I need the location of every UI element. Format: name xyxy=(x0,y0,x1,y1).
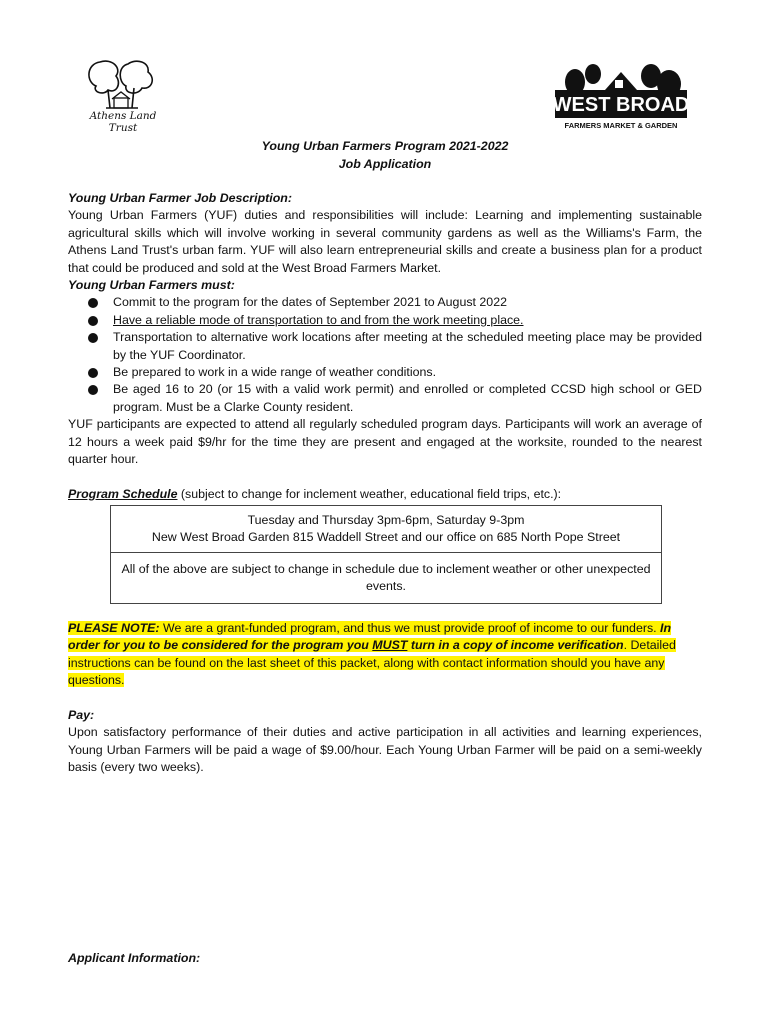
schedule-table xyxy=(110,505,662,604)
pay-heading: Pay: xyxy=(68,708,95,722)
schedule-row xyxy=(111,506,661,553)
list-item: Be aged 16 to 20 (or 15 with a valid work permit) and enrolled or completed CCSD high school or GED program. Must be a Clarke County resident. xyxy=(68,381,702,416)
list-item: Transportation to alternative work locations after meeting at the scheduled meeting place may be provided by the YUF Coordinator. xyxy=(68,329,702,364)
schedule-note: (subject to change for inclement weather, educational field trips, etc.): xyxy=(177,487,562,501)
requirements-list xyxy=(68,294,702,416)
job-description-section xyxy=(68,190,702,469)
schedule-days: Tuesday and Thursday 3pm-6pm, Saturday 9-3pm xyxy=(247,513,525,527)
west-broad-logo xyxy=(553,60,689,132)
list-item: Be prepared to work in a wide range of weather conditions. xyxy=(68,364,702,381)
schedule-heading: Program Schedule xyxy=(68,487,178,501)
tree-logo-icon xyxy=(78,56,168,112)
schedule-disclaimer: All of the above are subject to change in schedule due to inclement weather or other unexpected events. xyxy=(121,561,651,594)
athens-land-trust-logo xyxy=(78,56,168,134)
applicant-heading: Applicant Information: xyxy=(68,951,201,965)
page-subtitle: Job Application xyxy=(338,157,432,171)
attendance-text: YUF participants are expected to attend all regularly scheduled program days. Participants will work an average of 12 hours a week paid $9/hr for the time they are present and engaged at the worksite, rounded to the nearest quarter hour. xyxy=(68,417,702,467)
bullet-icon xyxy=(88,333,98,343)
job-description-text: Young Urban Farmers (YUF) duties and responsibilities will include: Learning and implementing sustainable agricultural skills which will involve working in several community gardens as well as the Williams's Farm, the Athens Land Trust's urban farm. YUF will also learn entrepreneurial skills and create a business plan for a product that could be produced and sold at the West Broad Farmers Market. xyxy=(68,208,702,275)
must-emphasis: MUST xyxy=(372,638,408,653)
please-note-section: PLEASE NOTE: We are a grant-funded program, and thus we must provide proof of income to our funders. In order for you to be considered for the program you MUST turn in a copy of income verification. Detailed instructions can be found on the last sheet of this packet, along with contact information should you have any questions. xyxy=(68,621,676,688)
bullet-icon xyxy=(88,298,98,308)
svg-text:FARMERS MARKET & GARDEN: FARMERS MARKET & GARDEN xyxy=(564,121,678,130)
applicant-heading-line xyxy=(68,950,702,967)
pay-text: Upon satisfactory performance of their duties and active participation in all activities and learning experiences, Young Urban Farmers will be paid a wage of $9.00/hour. Each Young Urban Farmer will be paid on a semi-weekly basis (every two weeks). xyxy=(68,725,702,775)
bullet-icon xyxy=(88,368,98,378)
requirements-heading: Young Urban Farmers must: xyxy=(68,278,235,293)
bullet-icon xyxy=(88,385,98,395)
list-item: Have a reliable mode of transportation to and from the work meeting place. xyxy=(68,312,702,329)
job-description-heading: Young Urban Farmer Job Description: xyxy=(68,191,292,205)
pay-section xyxy=(68,707,702,777)
logo-caption: Athens Land Trust xyxy=(89,110,157,134)
page-title: Young Urban Farmers Program 2021-2022 xyxy=(261,139,509,153)
schedule-heading-line xyxy=(68,486,702,503)
please-note-label: PLEASE NOTE: xyxy=(68,621,160,635)
bullet-icon xyxy=(88,316,98,326)
list-item: Commit to the program for the dates of September 2021 to August 2022 xyxy=(68,294,702,311)
schedule-location: New West Broad Garden 815 Waddell Street and our office on 685 North Pope Street xyxy=(151,530,621,545)
svg-text:WEST BROAD: WEST BROAD xyxy=(553,94,689,116)
